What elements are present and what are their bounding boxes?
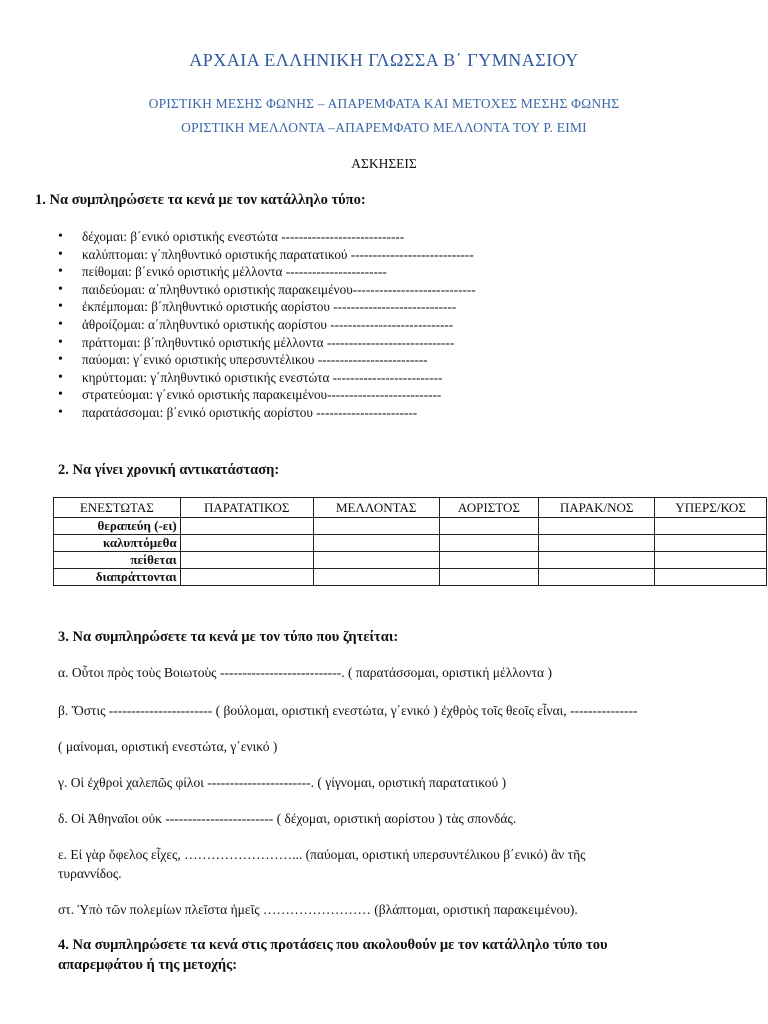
blank-cell[interactable]	[439, 569, 538, 586]
column-header: ΠΑΡΑΤΑΤΙΚΟΣ	[180, 498, 313, 518]
row-verb: καλυπτόμεθα	[54, 535, 181, 552]
table-row	[54, 518, 767, 535]
table-header-row	[54, 498, 767, 518]
table-row	[54, 569, 767, 586]
row-verb: θεραπεύη (-ει)	[54, 518, 181, 535]
list-item: • καλύπτομαι: γ΄πληθυντικό οριστικής παρατατικού ----------------------------	[58, 246, 476, 264]
sentence-e: ε. Εἰ γὰρ ὄφελος εἶχες, ……………………... (παύομαι, οριστική υπερσυντέλικου β΄ενικό) ἂν τῆς	[58, 847, 586, 862]
list-item: • ἐκπέμπομαι: β΄πληθυντικό οριστικής αορίστου ----------------------------	[58, 298, 476, 316]
sentence-f: στ. Ὑπὸ τῶν πολεμίων πλεῖστα ἡμεῖς …………………… (βλάπτομαι, οριστική παρακειμένου).	[58, 902, 578, 917]
blank-cell[interactable]	[313, 569, 439, 586]
tense-table	[53, 497, 767, 586]
list-item: • στρατεύομαι: γ΄ενικό οριστικής παρακειμένου--------------------------	[58, 386, 476, 404]
column-header: ΕΝΕΣΤΩΤΑΣ	[54, 498, 181, 518]
sentence-b-continued: ( μαίνομαι, οριστική ενεστώτα, γ΄ενικό )	[58, 739, 278, 754]
sentence-a: α. Οὗτοι πρὸς τοὺς Βοιωτοὺς ---------------------------. ( παρατάσσομαι, οριστική μέλλοντα )	[58, 665, 553, 680]
exercise-1-heading: 1. Να συμπληρώσετε τα κενά με τον κατάλληλο τύπο:	[35, 192, 366, 208]
list-item: • ἀθροίζομαι: α΄πληθυντικό οριστικής αορίστου ----------------------------	[58, 316, 476, 334]
blank-cell[interactable]	[539, 535, 655, 552]
sentence-e-continued: τυραννίδος.	[58, 866, 122, 881]
blank-cell[interactable]	[439, 535, 538, 552]
blank-cell[interactable]	[655, 552, 767, 569]
blank-cell[interactable]	[313, 535, 439, 552]
table-row	[54, 552, 767, 569]
list-item: • παρατάσσομαι: β΄ενικό οριστικής αορίστου -----------------------	[58, 404, 476, 422]
list-item: • πείθομαι: β΄ενικό οριστικής μέλλοντα -----------------------	[58, 263, 476, 281]
list-item: • παιδεύομαι: α΄πληθυντικό οριστικής παρακειμένου----------------------------	[58, 281, 476, 299]
blank-cell[interactable]	[180, 518, 313, 535]
sentence-c: γ. Οἱ ἐχθροὶ χαλεπῶς φίλοι -----------------------. ( γίγνομαι, οριστική παρατατικού )	[58, 775, 507, 790]
exercise-3-heading: 3. Να συμπληρώσετε τα κενά με τον τύπο που ζητείται:	[58, 629, 399, 645]
blank-cell[interactable]	[180, 535, 313, 552]
list-item: • κηρύττομαι: γ΄πληθυντικό οριστικής ενεστώτα -------------------------	[58, 369, 476, 387]
exercise-4-heading-continued: απαρεμφάτου ή της μετοχής:	[58, 957, 238, 973]
column-header: ΜΕΛΛΟΝΤΑΣ	[313, 498, 439, 518]
subtitle-line-1: ΟΡΙΣΤΙΚΗ ΜΕΣΗΣ ΦΩΝΗΣ – ΑΠΑΡΕΜΦΑΤΑ ΚΑΙ ΜΕΤΟΧΕΣ ΜΕΣΗΣ ΦΩΝΗΣ	[148, 96, 620, 111]
column-header: ΥΠΕΡΣ/ΚΟΣ	[655, 498, 767, 518]
blank-cell[interactable]	[439, 518, 538, 535]
blank-cell[interactable]	[655, 535, 767, 552]
blank-cell[interactable]	[655, 518, 767, 535]
blank-cell[interactable]	[439, 552, 538, 569]
column-header: ΠΑΡΑΚ/ΝΟΣ	[539, 498, 655, 518]
blank-cell[interactable]	[539, 552, 655, 569]
blank-cell[interactable]	[180, 552, 313, 569]
blank-cell[interactable]	[539, 569, 655, 586]
exercises-label: ΑΣΚΗΣΕΙΣ	[351, 156, 417, 171]
exercise-4-heading: 4. Να συμπληρώσετε τα κενά στις προτάσεις που ακολουθούν με τον κατάλληλο τύπο του	[58, 937, 608, 953]
subtitle-line-2: ΟΡΙΣΤΙΚΗ ΜΕΛΛΟΝΤΑ –ΑΠΑΡΕΜΦΑΤΟ ΜΕΛΛΟΝΤΑ ΤΟΥ Ρ. ΕΙΜΙ	[181, 120, 587, 135]
list-item: • δέχομαι: β΄ενικό οριστικής ενεστώτα ----------------------------	[58, 228, 476, 246]
exercise-1-list	[58, 228, 476, 422]
table-row	[54, 535, 767, 552]
document-title: ΑΡΧΑΙΑ ΕΛΛΗΝΙΚΗ ΓΛΩΣΣΑ Β΄ ΓΥΜΝΑΣΙΟΥ	[189, 50, 579, 70]
blank-cell[interactable]	[180, 569, 313, 586]
sentence-b: β. Ὅστις ----------------------- ( βούλομαι, οριστική ενεστώτα, γ΄ενικό ) ἐχθρὸς τοῖς θεοῖς εἶναι, ---------------	[58, 703, 638, 718]
row-verb: πείθεται	[54, 552, 181, 569]
list-item: • παύομαι: γ΄ενικό οριστικής υπερσυντέλικου -------------------------	[58, 351, 476, 369]
list-item: • πράττομαι: β΄πληθυντικό οριστικής μέλλοντα -----------------------------	[58, 334, 476, 352]
blank-cell[interactable]	[539, 518, 655, 535]
exercise-2-heading: 2. Να γίνει χρονική αντικατάσταση:	[58, 462, 280, 478]
blank-cell[interactable]	[313, 552, 439, 569]
column-header: ΑΟΡΙΣΤΟΣ	[439, 498, 538, 518]
blank-cell[interactable]	[655, 569, 767, 586]
row-verb: διαπράττονται	[54, 569, 181, 586]
sentence-d: δ. Οἱ Ἀθηναῖοι οὐκ ------------------------ ( δέχομαι, οριστική αορίστου ) τὰς σπονδάς.	[58, 811, 517, 826]
blank-cell[interactable]	[313, 518, 439, 535]
